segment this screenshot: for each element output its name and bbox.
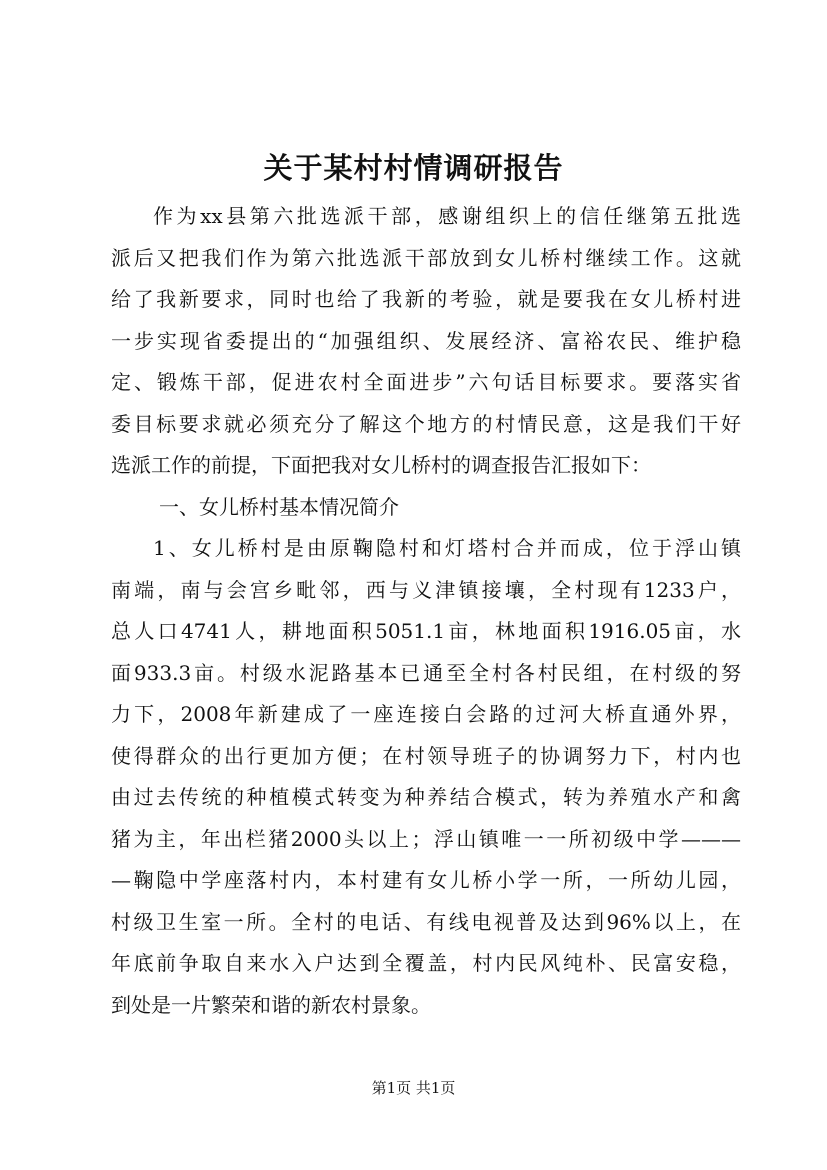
paragraph-line: 到处是一片繁荣和谐的新农村景象。 xyxy=(111,992,431,1017)
paragraph-line: 委目标要求就必须充分了解这个地方的村情民意，这是我们干好 xyxy=(111,411,741,436)
paragraph-line: 1、女儿桥村是由原鞠隐村和灯塔村合并而成，位于浮山镇 xyxy=(153,536,741,560)
document-title: 关于某村村情调研报告 xyxy=(263,151,564,185)
paragraph-line: 给了我新要求，同时也给了我新的考验，就是要我在女儿桥村进 xyxy=(111,287,741,311)
paragraph-line: —鞠隐中学座落村内，本村建有女儿桥小学一所，一所幼儿园， xyxy=(111,868,741,892)
paragraph-line: 使得群众的出行更加方便；在村领导班子的协调努力下，村内也 xyxy=(111,743,741,768)
section-heading: 一、女儿桥村基本情况简介 xyxy=(159,494,399,519)
paragraph-line: 由过去传统的种植模式转变为种养结合模式，转为养殖水产和禽 xyxy=(111,785,741,809)
paragraph-line: 派后又把我们作为第六批选派干部放到女儿桥村继续工作。这就 xyxy=(111,245,741,270)
paragraph-line: 总人口4741人，耕地面积5051.1亩，林地面积1916.05亩，水 xyxy=(111,619,741,643)
paragraph-line: 南端，南与会宫乡毗邻，西与义津镇接壤，全村现有1233户， xyxy=(111,577,741,602)
document-body xyxy=(111,196,741,1026)
paragraph-line: 年底前争取自来水入户达到全覆盖，村内民风纯朴、民富安稳， xyxy=(111,951,741,975)
paragraph-line: 选派工作的前提，下面把我对女儿桥村的调查报告汇报如下： xyxy=(111,453,651,477)
paragraph-line: 一步实现省委提出的“加强组织、发展经济、富裕农民、维护稳 xyxy=(111,328,741,353)
paragraph-line: 猪为主，年出栏猪2000头以上；浮山镇唯一一所初级中学——— xyxy=(111,826,741,851)
paragraph-line: 面933.3亩。村级水泥路基本已通至全村各村民组，在村级的努 xyxy=(111,660,741,685)
page-number: 第1页 共1页 xyxy=(371,1079,456,1097)
paragraph-line: 力下，2008年新建成了一座连接白会路的过河大桥直通外界， xyxy=(111,702,741,726)
paragraph-line: 作为xx县第六批选派干部，感谢组织上的信任继第五批选 xyxy=(153,204,741,228)
paragraph-line: 定、锻炼干部，促进农村全面进步”六句话目标要求。要落实省 xyxy=(111,370,741,394)
paragraph-line: 村级卫生室一所。全村的电话、有线电视普及达到96%以上，在 xyxy=(111,909,741,934)
